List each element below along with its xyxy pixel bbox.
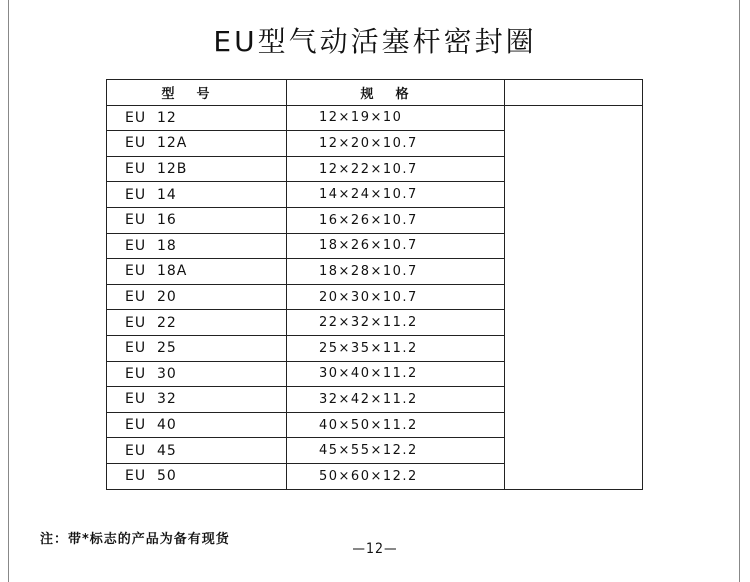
spec-cell: 25×35×11.2 (287, 335, 505, 361)
extra-cell (505, 105, 643, 131)
table-header-row (107, 80, 643, 106)
model-cell: EU 14 (107, 182, 287, 208)
model-cell: EU 32 (107, 387, 287, 413)
table-row (107, 412, 643, 438)
footnote: 注：带*标志的产品为备有现货 (40, 532, 230, 547)
table-row (107, 387, 643, 413)
spec-cell: 12×20×10.7 (287, 131, 505, 157)
table-row (107, 105, 643, 131)
spec-cell: 50×60×12.2 (287, 463, 505, 489)
header-model: 型号 (107, 80, 287, 106)
header-extra (505, 80, 643, 106)
table-row (107, 233, 643, 259)
spec-cell: 12×19×10 (287, 105, 505, 131)
table-body (107, 105, 643, 489)
spec-cell: 14×24×10.7 (287, 182, 505, 208)
extra-cell (505, 156, 643, 182)
table-row (107, 438, 643, 464)
table-row (107, 284, 643, 310)
extra-cell (505, 284, 643, 310)
table-row (107, 259, 643, 285)
model-cell: EU 12A (107, 131, 287, 157)
extra-cell (505, 233, 643, 259)
model-cell: EU 40 (107, 412, 287, 438)
table-row (107, 131, 643, 157)
page-title: EU型气动活塞杆密封圈 (213, 25, 537, 58)
table-row (107, 310, 643, 336)
model-cell: EU 50 (107, 463, 287, 489)
spec-cell: 12×22×10.7 (287, 156, 505, 182)
page-number: —12— (352, 541, 398, 557)
spec-cell: 18×28×10.7 (287, 259, 505, 285)
model-cell: EU 20 (107, 284, 287, 310)
table-row (107, 156, 643, 182)
spec-cell: 32×42×11.2 (287, 387, 505, 413)
model-cell: EU 25 (107, 335, 287, 361)
spec-cell: 40×50×11.2 (287, 412, 505, 438)
model-cell: EU 12B (107, 156, 287, 182)
model-cell: EU 22 (107, 310, 287, 336)
extra-cell (505, 335, 643, 361)
model-cell: EU 18A (107, 259, 287, 285)
table-row (107, 335, 643, 361)
table-row (107, 361, 643, 387)
extra-cell (505, 207, 643, 233)
spec-cell: 20×30×10.7 (287, 284, 505, 310)
model-cell: EU 30 (107, 361, 287, 387)
spec-cell: 18×26×10.7 (287, 233, 505, 259)
extra-cell (505, 131, 643, 157)
extra-cell (505, 310, 643, 336)
header-spec: 规格 (287, 80, 505, 106)
spec-cell: 22×32×11.2 (287, 310, 505, 336)
spec-cell: 45×55×12.2 (287, 438, 505, 464)
model-cell: EU 12 (107, 105, 287, 131)
extra-cell (505, 412, 643, 438)
extra-cell (505, 438, 643, 464)
table-row (107, 207, 643, 233)
model-cell: EU 45 (107, 438, 287, 464)
table-row (107, 182, 643, 208)
spec-cell: 30×40×11.2 (287, 361, 505, 387)
table-row (107, 463, 643, 489)
extra-cell (505, 387, 643, 413)
extra-cell (505, 182, 643, 208)
model-cell: EU 16 (107, 207, 287, 233)
spec-cell: 16×26×10.7 (287, 207, 505, 233)
model-cell: EU 18 (107, 233, 287, 259)
extra-cell (505, 361, 643, 387)
extra-cell (505, 463, 643, 489)
spec-table (106, 79, 643, 490)
extra-cell (505, 259, 643, 285)
